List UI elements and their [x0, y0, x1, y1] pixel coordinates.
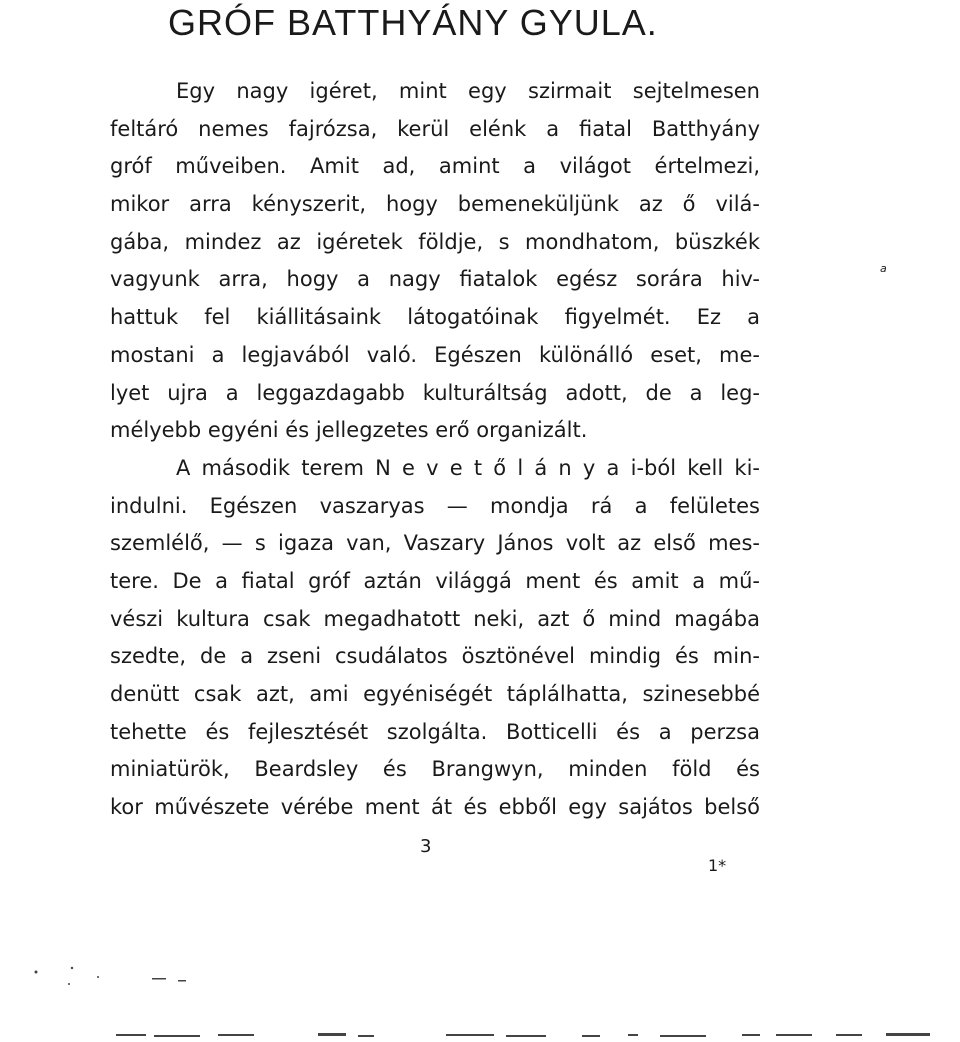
text-line: indulni. Egészen vaszaryas — mondja rá a felületes	[110, 493, 760, 518]
text-line: kor művészete vérébe ment át és ebből egy sajátos belső	[110, 795, 760, 820]
text-line: tehette és fejlesztését szolgálta. Botticelli és a perzsa	[110, 719, 760, 744]
text-line: hattuk fel kiállitásaink látogatóinak figyelmét. Ez a	[110, 305, 760, 330]
text-line: denütt csak azt, ami egyéniségét táplálhatta, szinesebbé	[110, 682, 760, 706]
text-line: A második terem N e v e t ő l á n y a i-ból kell ki-	[176, 455, 760, 480]
text-line: tere. De a fiatal gróf aztán világgá ment és amit a mű-	[110, 568, 760, 593]
text-line: szemlélő, — s igaza van, Vaszary János volt az első mes-	[110, 531, 760, 556]
text-line: lyet ujra a leggazdagabb kulturáltság adott, de a leg-	[110, 380, 760, 405]
page-number: 3	[420, 836, 432, 857]
text-line: vagyunk arra, hogy a nagy fiatalok egész sorára hiv-	[110, 267, 760, 292]
text-line: vészi kultura csak megadhatott neki, azt ő mind magába	[110, 606, 760, 631]
text-line: feltáró nemes fajrózsa, kerül elénk a fiatal Batthyány	[110, 116, 760, 141]
text-line: mélyebb egyéni és jellegzetes erő organizált.	[110, 418, 588, 443]
text-line: gróf műveiben. Amit ad, amint a világot értelmezi,	[110, 154, 760, 179]
text-line: szedte, de a zseni csudálatos ösztönével mindig és min-	[110, 644, 760, 669]
margin-mark: a	[880, 262, 887, 275]
text-line: mostani a legjavából való. Egészen különálló eset, me-	[110, 342, 760, 367]
text-line: Egy nagy igéret, mint egy szirmait sejtelmesen	[176, 79, 760, 103]
body-text	[110, 73, 760, 827]
scan-specks	[35, 967, 931, 1037]
text-line: gába, mindez az igéretek földje, s mondhatom, büszkék	[110, 229, 760, 254]
page-title: GRÓF BATTHYÁNY GYULA.	[168, 2, 658, 43]
text-line: miniatürök, Beardsley és Brangwyn, minden föld és	[110, 757, 760, 782]
scan-noise	[0, 940, 960, 1042]
signature-mark: 1*	[708, 856, 727, 875]
text-line: mikor arra kényszerit, hogy bemeneküljünk az ő vilá-	[110, 192, 760, 217]
